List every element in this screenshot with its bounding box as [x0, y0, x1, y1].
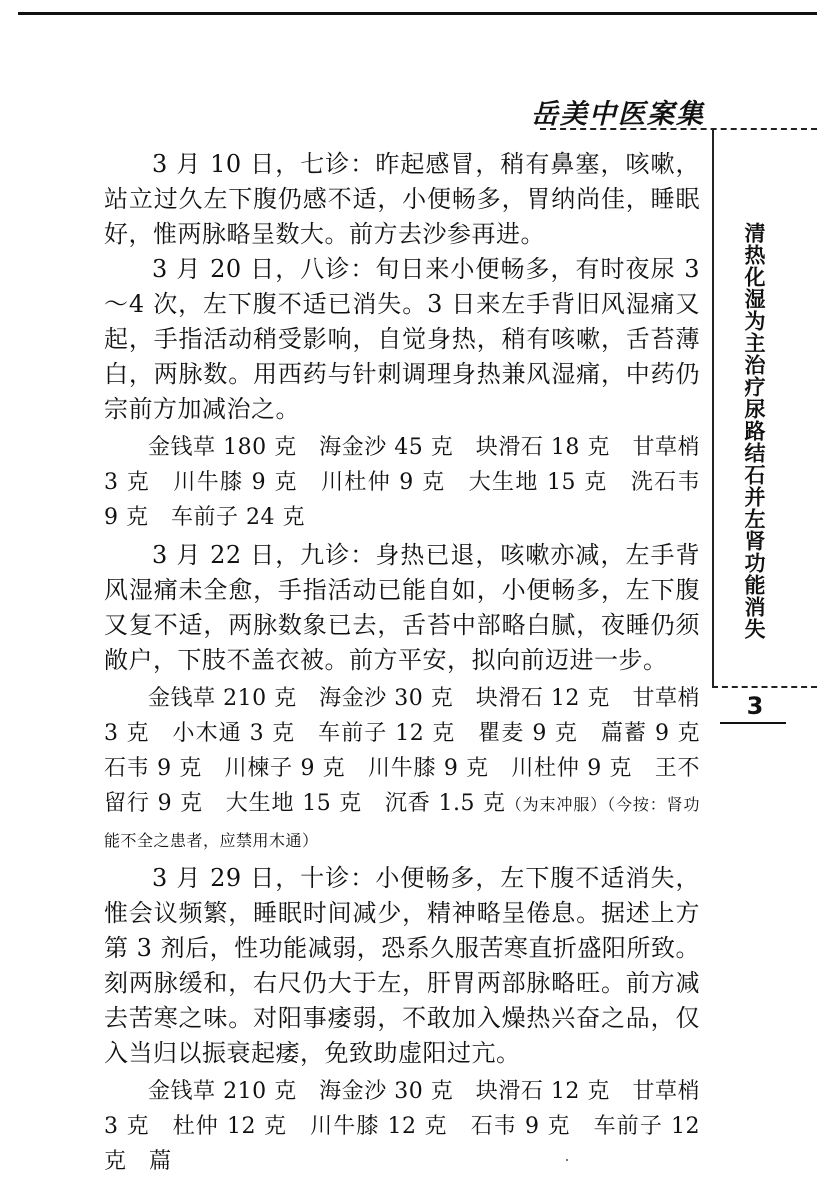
- prescription-1: 金钱草 180 克 海金沙 45 克 块滑石 18 克 甘草梢 3 克 川牛膝 9 克 川杜仲 9 克 大生地 15 克 洗石韦 9 克 车前子 24 克: [104, 435, 700, 530]
- prescription-2-note: （为末冲服）（今按：肾功能不全之患者，应禁用木通）: [104, 795, 700, 850]
- prescription-2-herbs: 金钱草 210 克 海金沙 30 克 块滑石 12 克 甘草梢 3 克 小木通 3 克 车前子 12 克 瞿麦 9 克 萹蓄 9 克 石韦 9 克 川楝子 9 克 川牛膝 9 克 川杜仲 9 克 王不留行 9 克 大生地 15 克 沉香 1.5 克: [104, 686, 723, 816]
- paragraph-seventh-visit: 3 月 10 日，七诊：昨起感冒，稍有鼻塞，咳嗽，站立过久左下腹仍感不适，小便畅多，胃纳尚佳，睡眠好，惟两脉略呈数大。前方去沙参再进。: [104, 150, 700, 248]
- paragraph-tenth-visit: 3 月 29 日，十诊：小便畅多，左下腹不适消失，惟会议频繁，睡眠时间减少，精神略呈倦息。据述上方第 3 剂后，性功能减弱，恐系久服苦寒直折盛阳所致。刻两脉缓和，右尺仍大于左，肝胃两部脉略旺。前方减去苦寒之味。对阳事痿弱，不敢加入燥热兴奋之品，仅入当归以振衰起痿，免致助虚阳过亢。: [104, 864, 700, 1067]
- scan-speck: [566, 1159, 568, 1161]
- dashed-divider-top: [540, 128, 817, 130]
- page-number-underline: [720, 722, 786, 724]
- body-text: [104, 147, 723, 1182]
- page-number: 3: [746, 692, 764, 720]
- prescription-2: [104, 681, 723, 858]
- side-frame-line: [712, 128, 714, 688]
- paragraph-ninth-visit: 3 月 22 日，九诊：身热已退，咳嗽亦减，左手背风湿痛未全愈，手指活动已能自如，小便畅多，左下腹又复不适，两脉数象已去，舌苔中部略白腻，夜睡仍须敞户，下肢不盖衣被。前方平安，拟向前迈进一步。: [104, 541, 700, 674]
- running-head-book-title: 岳美中医案集: [531, 99, 705, 130]
- prescription-3: 金钱草 210 克 海金沙 30 克 块滑石 12 克 甘草梢 3 克 杜仲 12 克 川牛膝 12 克 石韦 9 克 车前子 12 克 萹: [104, 1079, 700, 1174]
- dashed-divider-bottom: [712, 686, 817, 688]
- top-rule: [18, 12, 817, 15]
- side-section-title: 清热化湿为主治疗尿路结石并左肾功能消失: [742, 222, 766, 640]
- paragraph-eighth-visit: 3 月 20 日，八诊：旬日来小便畅多，有时夜尿 3～4 次，左下腹不适已消失。3 日来左手背旧风湿痛又起，手指活动稍受影响，自觉身热，稍有咳嗽，舌苔薄白，两脉数。用西药与针刺调理身热兼风湿痛，中药仍宗前方加减治之。: [104, 255, 700, 423]
